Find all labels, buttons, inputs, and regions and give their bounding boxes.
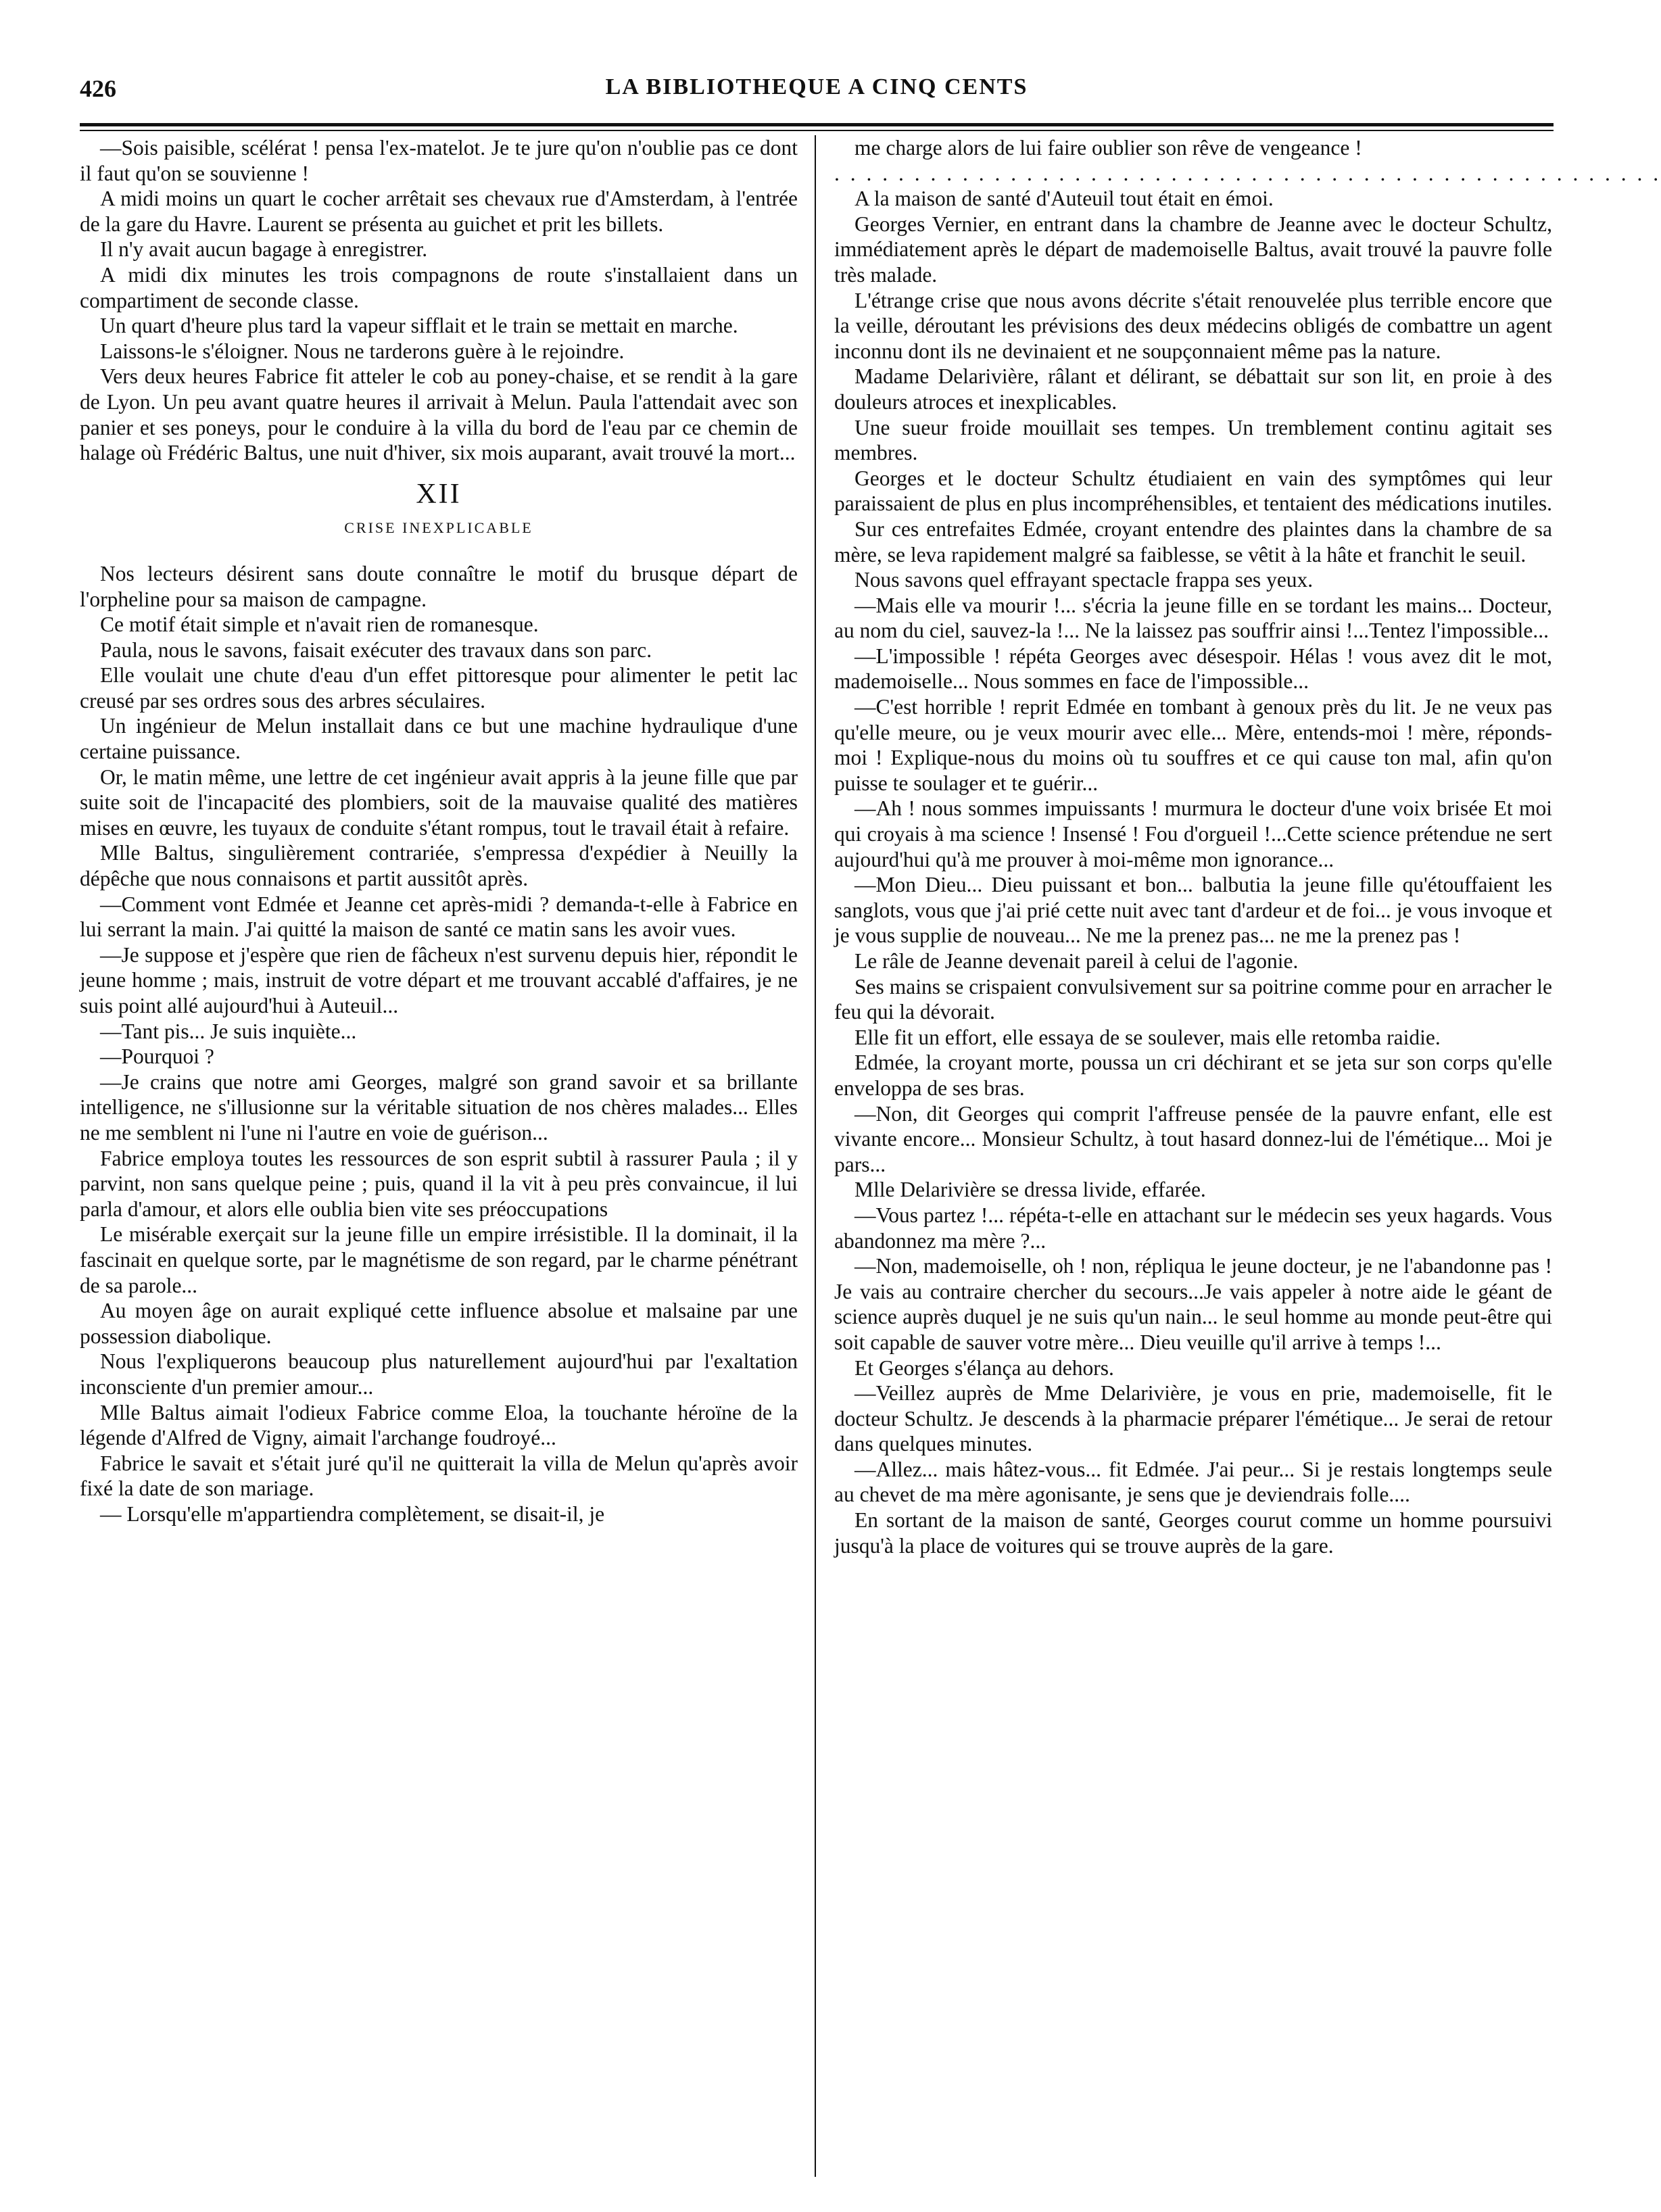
section-break-dots: . . . . . . . . . . . . . . . . . . . . . . . . . . . . . . . . . . . . . . . . . . . . . . . . . . . . bbox=[834, 161, 1661, 185]
left-body bbox=[80, 561, 798, 1527]
paragraph: —Comment vont Edmée et Jeanne cet après-midi ? demanda-t-elle à Fabrice en lui serrant la main. J'ai quitté la maison de santé ce matin sans les avoir vues. bbox=[80, 892, 798, 942]
paragraph: A midi dix minutes les trois compagnons de route s'installaient dans un compartiment de seconde classe. bbox=[80, 262, 798, 312]
column-divider bbox=[815, 135, 816, 2177]
paragraph: Un ingénieur de Melun installait dans ce but une machine hydraulique d'une certaine puissance. bbox=[80, 714, 798, 764]
paragraph: Une sueur froide mouillait ses tempes. Un tremblement continu agitait ses membres. bbox=[834, 415, 1552, 465]
paragraph: A midi moins un quart le cocher arrêtait ses chevaux rue d'Amsterdam, à l'entrée de la gare du Havre. Laurent se présenta au guichet et prit les billets. bbox=[80, 187, 798, 236]
text-columns bbox=[80, 135, 1661, 2177]
newspaper-page bbox=[80, 74, 1661, 2177]
paragraph: —Sois paisible, scélérat ! pensa l'ex-matelot. Je te jure qu'on n'oublie pas ce dont il faut qu'on se souvienne ! bbox=[80, 136, 798, 185]
page-header bbox=[80, 74, 1554, 120]
paragraph: Georges Vernier, en entrant dans la chambre de Jeanne avec le docteur Schultz, immédiatement après le départ de mademoiselle Baltus, avait trouvé la pauvre folle très malade. bbox=[834, 212, 1552, 287]
right-column bbox=[834, 135, 1661, 2177]
paragraph: —Mais elle va mourir !... s'écria la jeune fille en se tordant les mains... Docteur, au nom du ciel, sauvez-la !... Ne la laissez pas souffrir ainsi !...Tentez l'impossible... bbox=[834, 593, 1552, 643]
paragraph: Elle fit un effort, elle essaya de se soulever, mais elle retomba raidie. bbox=[854, 1025, 1441, 1049]
paragraph: Le misérable exerçait sur la jeune fille un empire irrésistible. Il la dominait, il la fascinait en quelque sorte, par le magnétisme de son regard, par le charme pénétrant de sa parole... bbox=[80, 1222, 798, 1297]
left-intro bbox=[80, 135, 798, 466]
paragraph: —Je crains que notre ami Georges, malgré son grand savoir et sa brillante intelligence, ne s'illusionne sur la véritable situation de nos chères malades... Elles ne me semblent ni l'une ni l'autre en voie de guérison... bbox=[80, 1069, 798, 1145]
page-number: 426 bbox=[80, 75, 116, 102]
header-rule-thin bbox=[80, 130, 1554, 131]
paragraph: Madame Delarivière, râlant et délirant, se débattait sur son lit, en proie à des douleurs atroces et inexplicables. bbox=[834, 364, 1552, 414]
paragraph: Fabrice le savait et s'était juré qu'il ne quitterait la villa de Melun qu'après avoir fixé la date de son mariage. bbox=[80, 1451, 798, 1501]
paragraph: me charge alors de lui faire oublier son rêve de vengeance ! bbox=[854, 136, 1362, 160]
chapter-number: XII bbox=[416, 478, 462, 510]
paragraph: Vers deux heures Fabrice fit atteler le cob au poney-chaise, et se rendit à la gare de Lyon. Un peu avant quatre heures il arrivait à Melun. Paula l'attendait avec son panier et ses poneys, pour le conduire à la villa du bord de l'eau par ce chemin de halage où Frédéric Baltus, une nuit d'hiver, six mois auparant, avait trouvé la mort... bbox=[80, 364, 798, 465]
paragraph: En sortant de la maison de santé, Georges courut comme un homme poursuivi jusqu'à la place de voitures qui se trouve auprès de la gare. bbox=[834, 1508, 1552, 1558]
paragraph: —Ah ! nous sommes impuissants ! murmura le docteur d'une voix brisée Et moi qui croyais à ma science ! Insensé ! Fou d'orgueil !...Cette science prétendue ne sert aujourd'hui qu'à me prouver à moi-même mon ignorance... bbox=[834, 796, 1552, 871]
chapter-title: CRISE INEXPLICABLE bbox=[344, 519, 533, 537]
paragraph: Ses mains se crispaient convulsivement sur sa poitrine comme pour en arracher le feu qui la dévorait. bbox=[834, 974, 1552, 1024]
paragraph: Paula, nous le savons, faisait exécuter des travaux dans son parc. bbox=[100, 638, 652, 662]
paragraph: —Veillez auprès de Mme Delarivière, je vous en prie, mademoiselle, fit le docteur Schultz. Je descends à la pharmacie préparer l'émétique... Je serai de retour dans quelques minutes. bbox=[834, 1381, 1552, 1456]
running-title: LA BIBLIOTHEQUE A CINQ CENTS bbox=[605, 74, 1028, 99]
paragraph: —Pourquoi ? bbox=[100, 1044, 214, 1069]
paragraph: Mlle Baltus aimait l'odieux Fabrice comme Eloa, la touchante héroïne de la légende d'Alfred de Vigny, aimait l'archange foudroyé... bbox=[80, 1400, 798, 1450]
paragraph: Le râle de Jeanne devenait pareil à celui de l'agonie. bbox=[854, 949, 1299, 973]
paragraph: Un quart d'heure plus tard la vapeur sifflait et le train se mettait en marche. bbox=[100, 314, 738, 338]
paragraph: Nos lecteurs désirent sans doute connaître le motif du brusque départ de l'orpheline pour sa maison de campagne. bbox=[80, 561, 798, 611]
paragraph: Elle voulait une chute d'eau d'un effet pittoresque pour alimenter le petit lac creusé par ses ordres sous des arbres séculaires. bbox=[80, 663, 798, 713]
paragraph: Georges et le docteur Schultz étudiaient en vain des symptômes qui leur paraissaient de plus en plus incompréhensibles, et tentaient des médications inutiles. bbox=[834, 466, 1552, 516]
paragraph: Mlle Delarivière se dressa livide, effarée. bbox=[854, 1178, 1206, 1202]
paragraph: Ce motif était simple et n'avait rien de romanesque. bbox=[100, 612, 539, 637]
paragraph: Edmée, la croyant morte, poussa un cri déchirant et se jeta sur son corps qu'elle enveloppa de ses bras. bbox=[834, 1051, 1552, 1100]
paragraph: —Allez... mais hâtez-vous... fit Edmée. J'ai peur... Si je restais longtemps seule au chevet de ma mère agonisante, je sens que je deviendrais folle.... bbox=[834, 1457, 1552, 1507]
paragraph: Et Georges s'élança au dehors. bbox=[854, 1355, 1114, 1380]
paragraph: —Non, mademoiselle, oh ! non, répliqua le jeune docteur, je ne l'abandonne pas ! Je vais au contraire chercher du secours...Je vais appeler à notre aide le géant de science auprès duquel je ne suis qu'un nain... le seul homme au monde peut-être qui soit capable de sauver votre mère... Dieu veuille qu'il arrive à temps !... bbox=[834, 1254, 1552, 1354]
paragraph: —Tant pis... Je suis inquiète... bbox=[100, 1019, 357, 1043]
paragraph: —Vous partez !... répéta-t-elle en attachant sur le médecin ses yeux hagards. Vous abandonnez ma mère ?... bbox=[834, 1203, 1552, 1253]
paragraph: Sur ces entrefaites Edmée, croyant entendre des plaintes dans la chambre de sa mère, se leva rapidement malgré sa faiblesse, se vêtit à la hâte et franchit le seuil. bbox=[834, 516, 1552, 567]
paragraph: Laissons-le s'éloigner. Nous ne tarderons guère à le rejoindre. bbox=[100, 339, 625, 363]
header-rule bbox=[80, 123, 1554, 126]
paragraph: Mlle Baltus, singulièrement contrariée, s'empressa d'expédier à Neuilly la dépêche que nous connaisons et partit aussitôt après. bbox=[80, 841, 798, 891]
paragraph: —L'impossible ! répéta Georges avec désespoir. Hélas ! vous avez dit le mot, mademoiselle... Nous sommes en face de l'impossible... bbox=[834, 644, 1552, 694]
paragraph: —Mon Dieu... Dieu puissant et bon... balbutia la jeune fille qu'étouffaient les sanglots, vous que j'ai prié cette nuit avec tant d'ardeur et de foi... je vous invoque et je vous supplie de nouveau... Ne me la prenez pas... ne me la prenez pas ! bbox=[834, 873, 1552, 948]
paragraph: Fabrice employa toutes les ressources de son esprit subtil à rassurer Paula ; il y parvint, non sans quelque peine ; puis, quand il la vit à peu près convaincue, il lui parla d'amour, et alors elle oublia bien vite ses préoccupations bbox=[80, 1146, 798, 1221]
paragraph: —Je suppose et j'espère que rien de fâcheux n'est survenu depuis hier, répondit le jeune homme ; mais, instruit de votre départ et me trouvant accablé d'affaires, je ne suis point allé aujourd'hui à Auteuil... bbox=[80, 942, 798, 1017]
paragraph: Nous savons quel effrayant spectacle frappa ses yeux. bbox=[854, 568, 1314, 592]
right-body bbox=[834, 135, 1661, 1558]
paragraph: —Non, dit Georges qui comprit l'affreuse pensée de la pauvre enfant, elle est vivante encore... Monsieur Schultz, à tout hasard donnez-lui de l'émétique... Moi je pars... bbox=[834, 1101, 1552, 1176]
paragraph: —C'est horrible ! reprit Edmée en tombant à genoux près du lit. Je ne veux pas qu'elle meure, ou je veux mourir avec elle... Mère, entends-moi ! mère, réponds-moi ! Explique-nous du moins où tu souffres et ce qui cause ton mal, afin qu'on puisse te soulager et te guérir... bbox=[834, 695, 1552, 795]
left-column bbox=[80, 135, 798, 2177]
paragraph: — Lorsqu'elle m'appartiendra complètement, se disait-il, je bbox=[100, 1501, 605, 1526]
paragraph: Il n'y avait aucun bagage à enregistrer. bbox=[100, 237, 428, 262]
paragraph: Or, le matin même, une lettre de cet ingénieur avait appris à la jeune fille que par suite soit de l'incapacité des plombiers, soit de la mauvaise qualité des matières mises en œuvre, les tuyaux de conduite s'étant rompus, tout le travail était à refaire. bbox=[80, 765, 798, 840]
paragraph: Au moyen âge on aurait expliqué cette influence absolue et malsaine par une possession diabolique. bbox=[80, 1299, 798, 1348]
paragraph: L'étrange crise que nous avons décrite s'était renouvelée plus terrible encore que la veille, déroutant les prévisions des deux médecins obligés de combattre un agent inconnu dont ils ne devinaient et ne soupçonnaient même pas la nature. bbox=[834, 288, 1552, 363]
paragraph: Nous l'expliquerons beaucoup plus naturellement aujourd'hui par l'exaltation inconsciente d'un premier amour... bbox=[80, 1349, 798, 1399]
paragraph: A la maison de santé d'Auteuil tout était en émoi. bbox=[854, 187, 1274, 211]
